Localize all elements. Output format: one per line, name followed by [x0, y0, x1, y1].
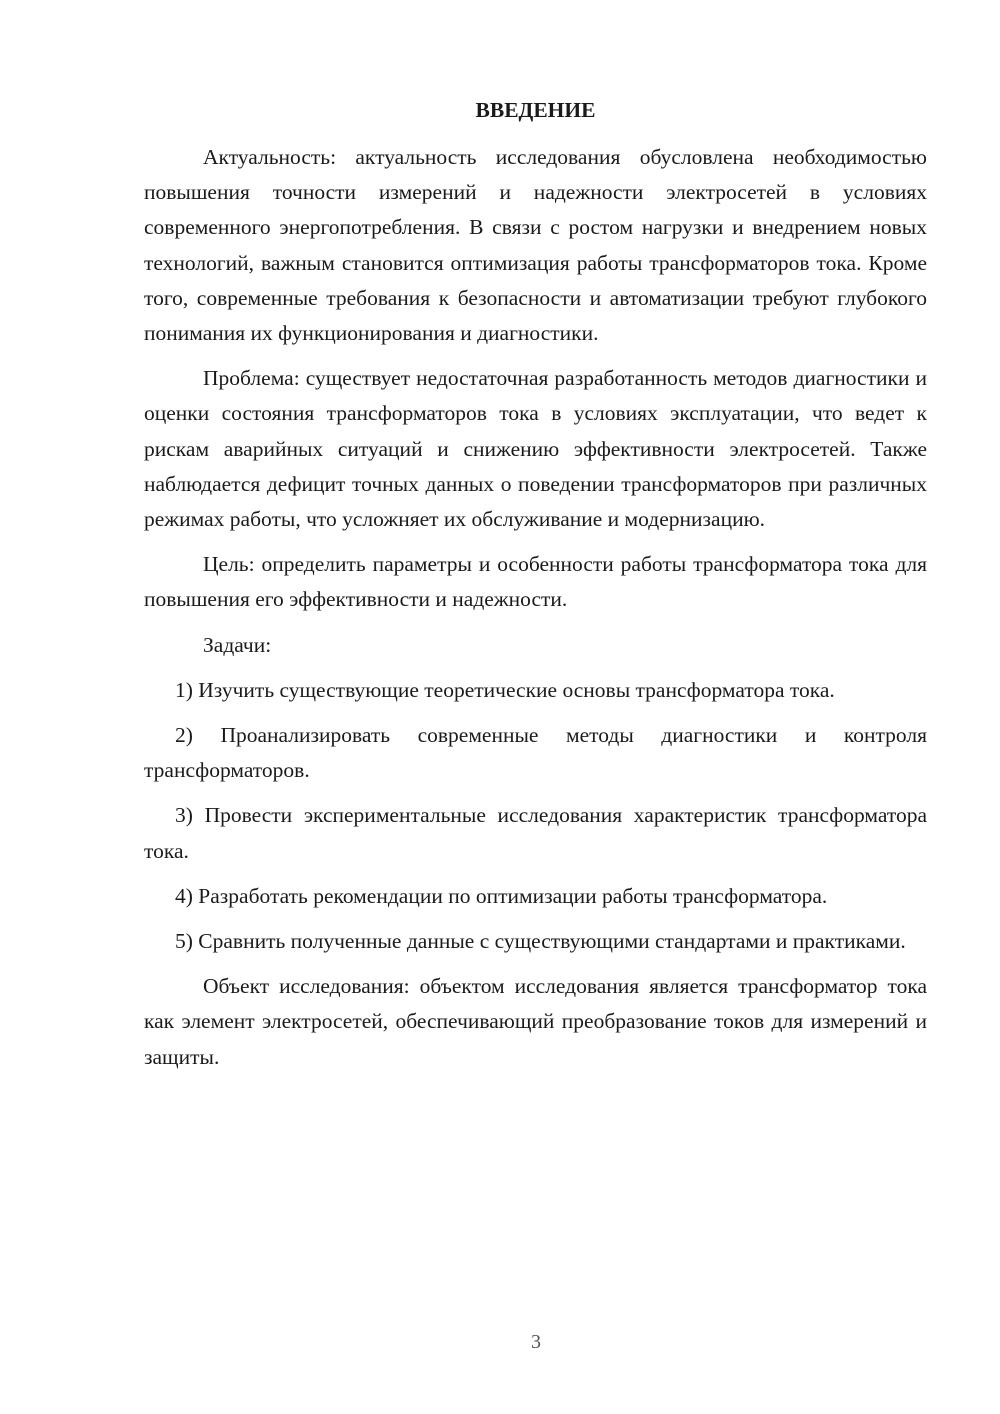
section-title: ВВЕДЕНИЕ [475, 98, 596, 122]
task-item-4: 4) Разработать рекомендации по оптимизации работы трансформатора. [175, 883, 828, 908]
task-item-1: 1) Изучить существующие теоретические основы трансформатора тока. [175, 677, 835, 702]
paragraph-relevance: Актуальность: актуальность исследования обусловлена необходимостью повышения точности измерений и надежности электросетей в условиях современного энергопотребления. В связи с ростом нагрузки и внедрением новых технологий, важным становится оптимизация работы трансформаторов тока. Кроме того, современные требования к безопасности и автоматизации требуют глубокого понимания их функционирования и диагностики. [144, 145, 927, 346]
task-item-5: 5) Сравнить полученные данные с существующими стандартами и практиками. [175, 929, 906, 954]
task-item-2: 2) Проанализировать современные методы диагностики и контроля трансформаторов. [144, 723, 927, 783]
paragraph-goal: Цель: определить параметры и особенности работы трансформатора тока для повышения его эффективности и надежности. [144, 552, 927, 612]
task-item-3: 3) Провести экспериментальные исследования характеристик трансформатора тока. [144, 803, 927, 863]
paragraph-problem: Проблема: существует недостаточная разработанность методов диагностики и оценки состояния трансформаторов тока в условиях эксплуатации, что ведет к рискам аварийных ситуаций и снижению эффективности электросетей. Также наблюдается дефицит точных данных о поведении трансформаторов при различных режимах работы, что усложняет их обслуживание и модернизацию. [144, 366, 927, 532]
tasks-heading: Задачи: [203, 632, 272, 657]
page-content [144, 93, 927, 1085]
paragraph-object: Объект исследования: объектом исследования является трансформатор тока как элемент электросетей, обеспечивающий преобразование токов для измерений и защиты. [144, 974, 927, 1069]
page-number: 3 [531, 1331, 541, 1353]
